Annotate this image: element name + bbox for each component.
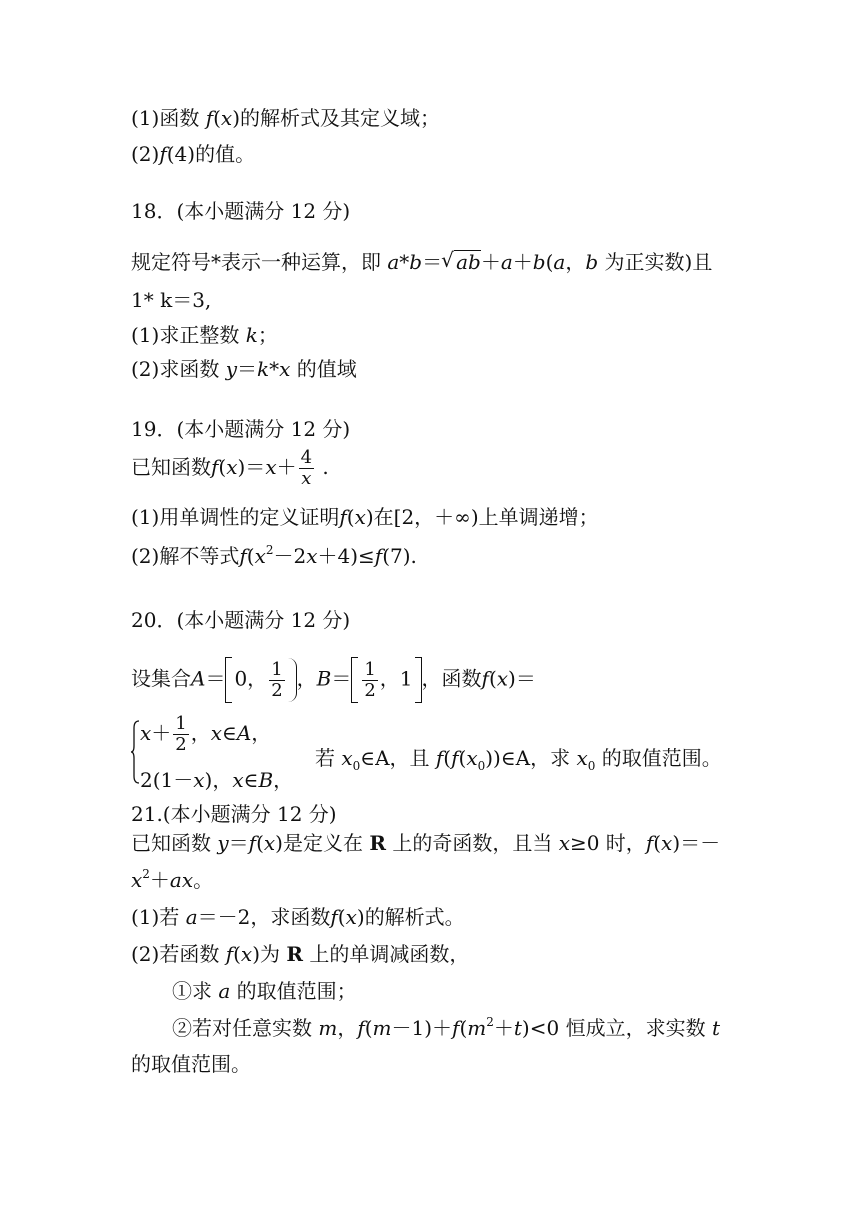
q21-item-1: (1)若 a＝－2，求函数f(x)的解析式。 — [131, 905, 465, 929]
q20-header: 20．(本小题满分 12 分) — [131, 608, 351, 632]
piecewise-brace — [130, 720, 140, 784]
q19-header: 19．(本小题满分 12 分) — [131, 417, 351, 441]
q17-item-1: (1)函数 f(x)的解析式及其定义域； — [131, 106, 441, 130]
q21-sub-2: ②若对任意实数 m，$f(m-1)+f(m^2+t)<0$ 恒成立，求实数 t — [172, 1015, 720, 1040]
q20-sets: 设集合A＝ 0， $\frac{1}{2}$ ，B＝ $\frac{1}{2}$ ，1 ，函数f(x)＝ — [131, 657, 536, 703]
q21-header: 21.(本小题满分 12 分) — [131, 802, 337, 826]
q21-sub-2-cont: 的取值范围。 — [131, 1052, 251, 1076]
piecewise-case-1: x＋ $\frac{1}{2}$ ，x∈A， — [140, 713, 272, 755]
q21-sub-1: ①求 a 的取值范围； — [172, 979, 357, 1003]
piecewise-case-2: 2(1－x)，x∈B， — [140, 768, 294, 792]
q19-item-2: (2)解不等式$f(x^2-2x+4)\le f(7)$. — [131, 543, 417, 568]
fraction-4-over-x: $\frac{4}{x}$ — [300, 447, 313, 489]
q18-rule: 规定符号*表示一种运算，即 a*b＝√ ab＋a＋b(a，b 为正实数)且 — [131, 248, 712, 276]
q21-given: 已知函数 y＝f(x)是定义在 R 上的奇函数，且当 x≥0 时，f(x)＝－ — [131, 831, 721, 855]
q17-item-2: (2)f(4)的值。 — [131, 142, 256, 166]
q18-header: 18．(本小题满分 12 分) — [131, 199, 351, 223]
q18-item-1: (1)求正整数 k； — [131, 323, 278, 347]
q21-item-2: (2)若函数 f(x)为 R 上的单调减函数， — [131, 942, 470, 966]
q19-item-1: (1)用单调性的定义证明f(x)在[2，＋∞)上单调递增； — [131, 505, 599, 529]
q19-given: 已知函数f(x)＝x＋ $\frac{4}{x}$ . — [131, 447, 329, 489]
q21-given-cont: $x^2+ax$。 — [131, 867, 214, 892]
q20-condition: 若 $x_0\in A$，且 $f(f(x_0))\in A$，求 $x_0$ 的取值范围。 — [315, 746, 722, 773]
q18-condition: 1* k＝3, — [131, 288, 212, 312]
q18-item-2: (2)求函数 y＝k*x 的值域 — [131, 357, 357, 381]
